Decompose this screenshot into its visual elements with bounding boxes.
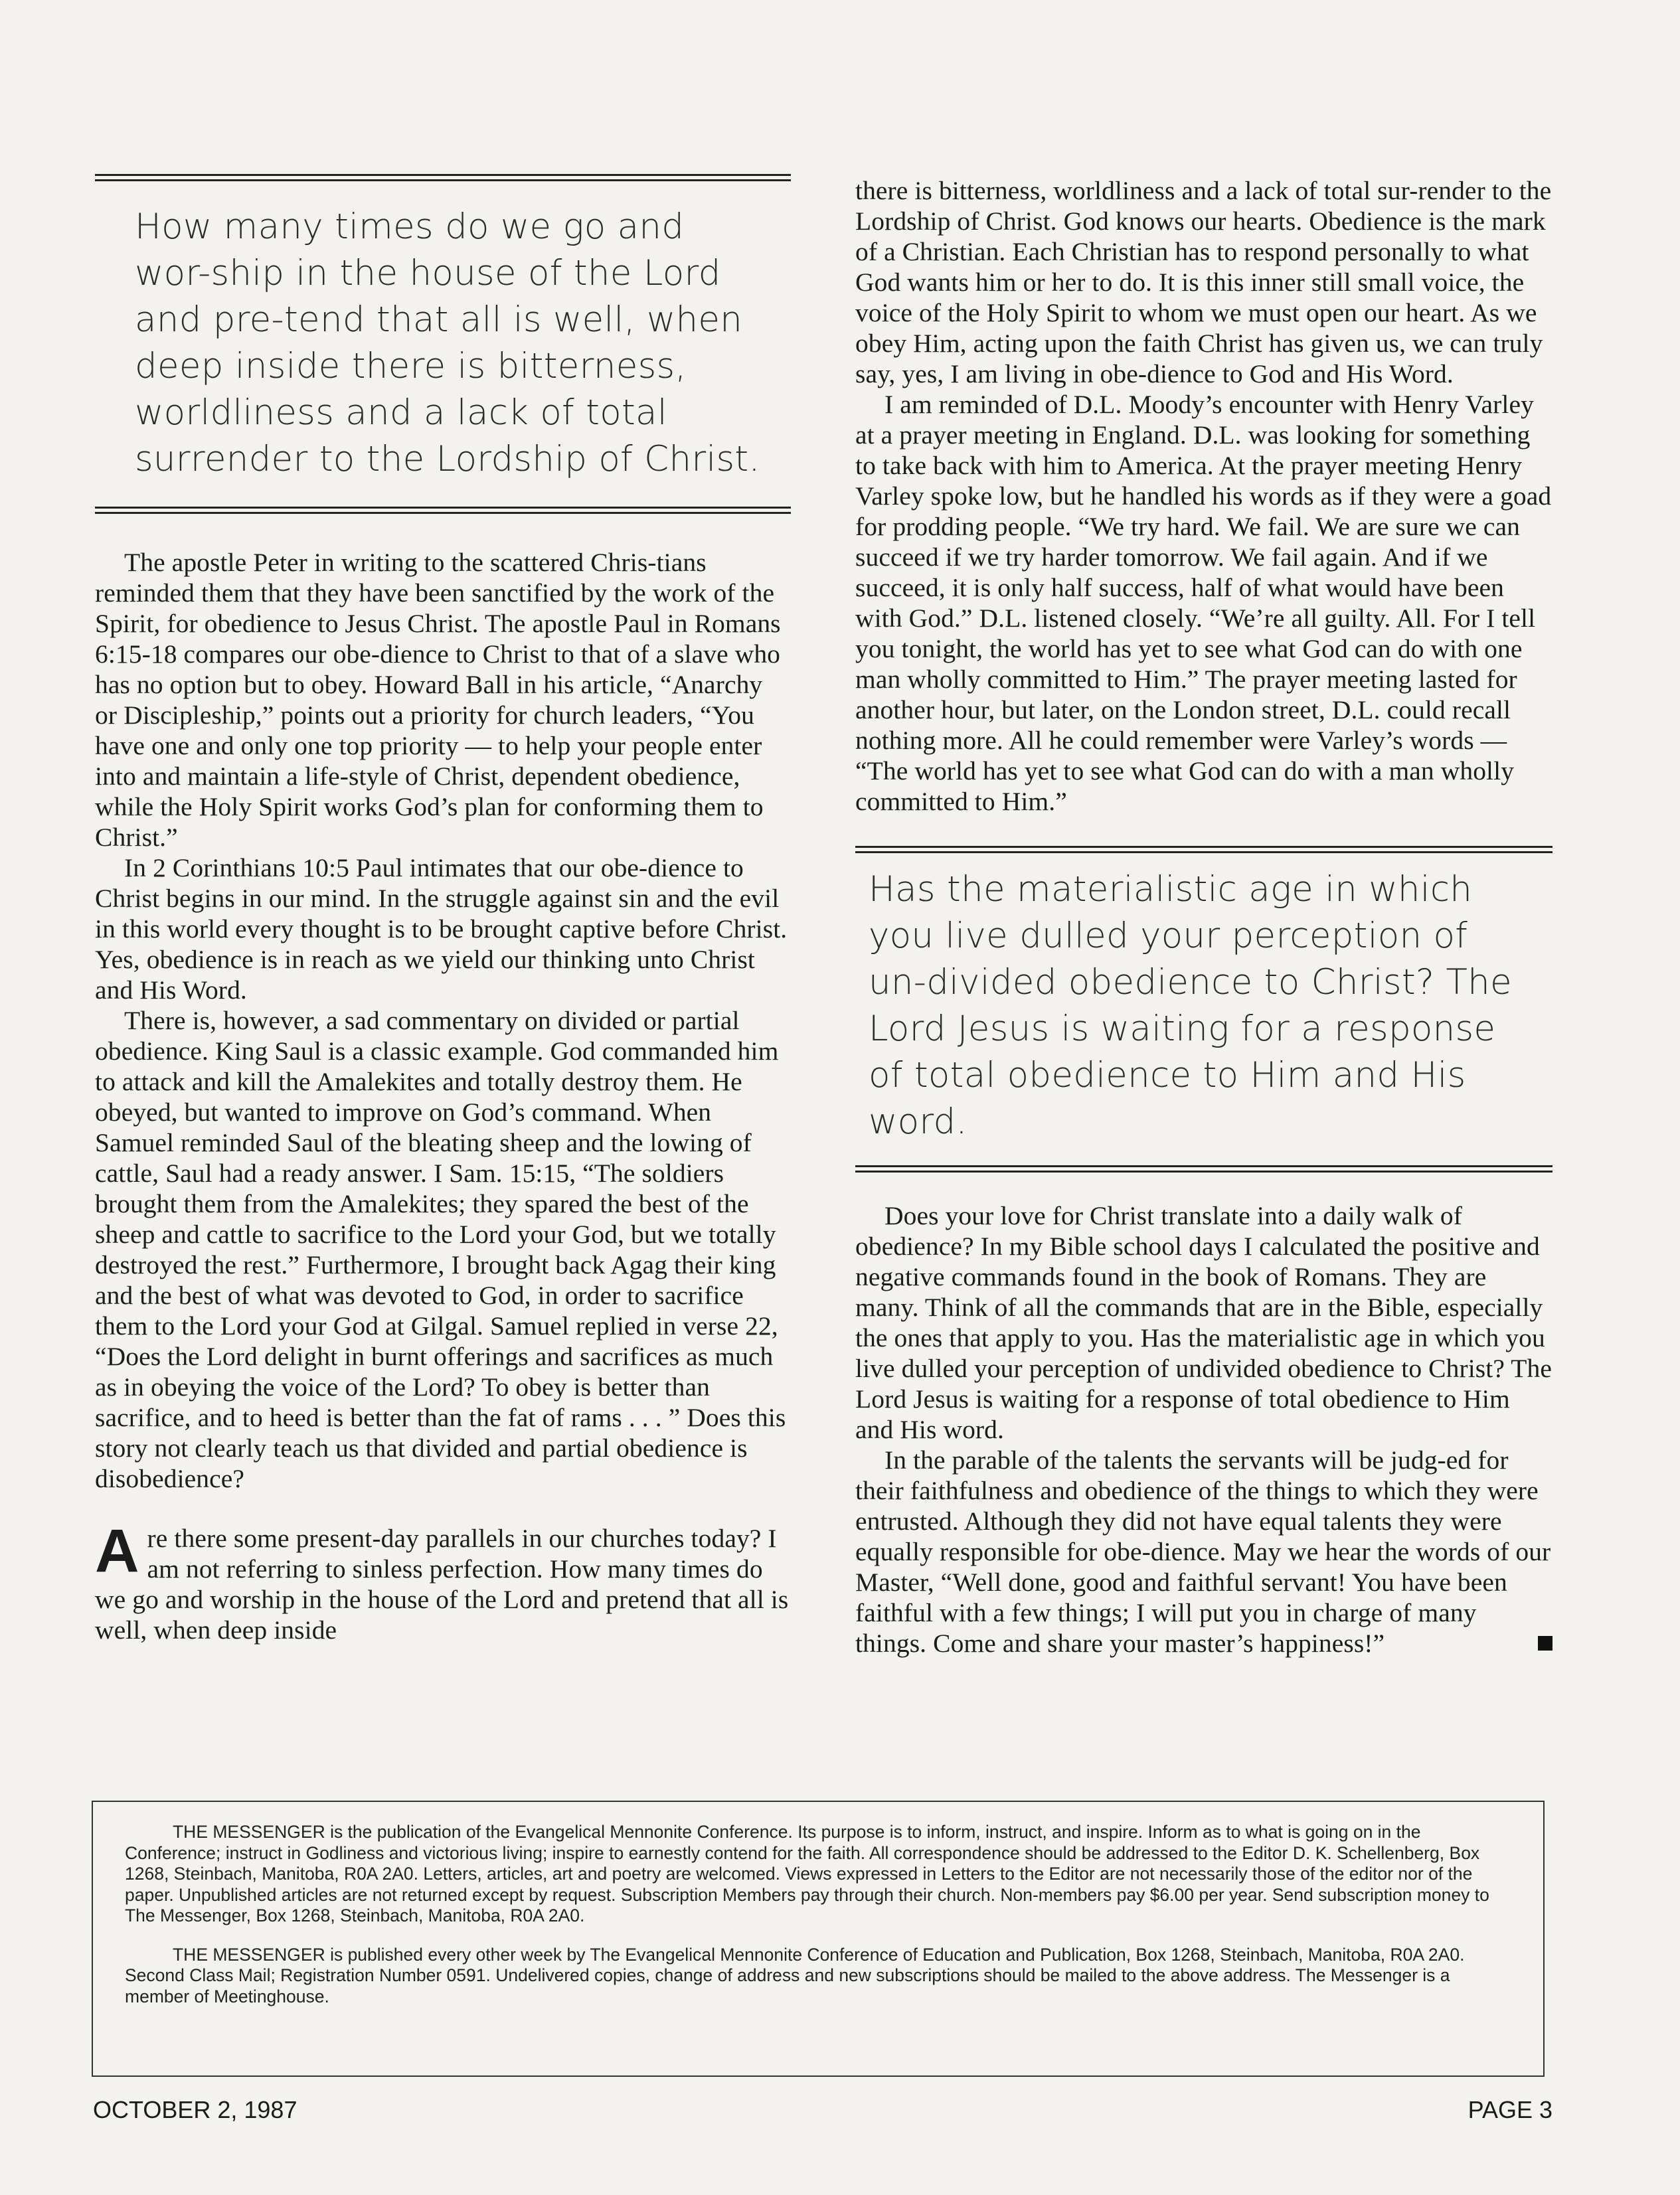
dropcap-paragraph-text: re there some present-day parallels in our churches today? I am not referring to sinless perfection. How many times do we go and worship in the house of the Lord and pretend that all is well, when deep inside — [95, 1524, 789, 1645]
pullquote-bottom-rule — [95, 507, 791, 514]
paragraph-text: In the parable of the talents the servants will be judg-ed for their faithfulness and obedience of the things to which they were entrusted. Although they did not have equal talents they were equally responsible for obe-dience. May we hear the words of our Master, “Well done, good and faithful servant! You have been faithful with a few things; I will put you in charge of many things. Come and share your master’s happiness!” — [855, 1445, 1551, 1658]
paragraph — [855, 1445, 1553, 1659]
paragraph: There is, however, a sad commentary on divided or partial obedience. King Saul is a classic example. God commanded him to attack and kill the Amalekites and totally destroy them. He obeyed, but wanted to improve on God’s command. When Samuel reminded Saul of the bleating sheep and the lowing of cattle, Saul had a ready answer. I Sam. 15:15, “The soldiers brought them from the Amalekites; they spared the best of the sheep and cattle to sacrifice to the Lord your God, but we totally destroyed the rest.” Furthermore, I brought back Agag their king and the best of what was devoted to God, in order to sacrifice them to the Lord your God at Gilgal. Samuel replied in verse 22, “Does the Lord delight in burnt offerings and sacrifices as much as in obeying the voice of the Lord? To obey is better than sacrifice, and to heed is better than the fat of rams . . . ” Does this story not clearly teach us that divided and partial obedience is disobedience? — [95, 1006, 786, 1493]
end-mark-icon — [1538, 1636, 1553, 1651]
left-body — [95, 547, 791, 1645]
right-column — [855, 175, 1553, 1659]
pullquote-top-rule — [95, 174, 791, 181]
issue-date: OCTOBER 2, 1987 — [93, 2096, 297, 2123]
pullquote-right-bottom-rule — [855, 1165, 1553, 1173]
paragraph: Does your love for Christ translate into a daily walk of obedience? In my Bible school days I calculated the positive and negative commands found in the book of Romans. They are many. Think of all the commands that are in the Bible, especially the ones that apply to you. Has the materialistic age in which you live dulled your perception of undivided obedience to Christ? The Lord Jesus is waiting for a response of total obedience to Him and His word. — [855, 1201, 1552, 1444]
paragraph: The apostle Peter in writing to the scattered Chris-tians reminded them that they have been sanctified by the work of the Spirit, for obedience to Jesus Christ. The apostle Paul in Romans 6:15-18 compares our obe-dience to Christ to that of a slave who has no option but to obey. Howard Ball in his article, “Anarchy or Discipleship,” points out a priority for church leaders, “You have one and only one top priority — to help your people enter into and maintain a life-style of Christ, dependent obedience, while the Holy Spirit works God’s plan for conforming them to Christ.” — [95, 548, 781, 852]
masthead-box — [92, 1801, 1545, 2077]
paragraph: I am reminded of D.L. Moody’s encounter with Henry Varley at a prayer meeting in England. D.L. was looking for something to take back with him to America. At the prayer meeting Henry Varley spoke low, but he handled his words as if they were a goad for prodding people. “We try hard. We fail. We are sure we can succeed if we try harder tomorrow. We fail again. And if we succeed, it is only half success, half of what would have been with God.” D.L. listened closely. “We’re all guilty. All. For I tell you tonight, the world has yet to see what God can do with one man wholly committed to Him.” The prayer meeting lasted for another hour, but later, on the London street, D.L. could recall nothing more. All he could remember were Varley’s words — “The world has yet to see what God can do with a man wholly committed to Him.” — [855, 390, 1552, 816]
masthead-paragraph: THE MESSENGER is the publication of the Evangelical Mennonite Conference. Its purpose is to inform, instruct, and inspire. Inform as to what is going on in the Conference; instruct in Godliness and victorious living; inspire to earnestly contend for the faith. All correspondence should be addressed to the Editor D. K. Schellenberg, Box 1268, Steinbach, Manitoba, R0A 2A0. Letters, articles, art and poetry are welcomed. Views expressed in Letters to the Editor are not necessarily those of the editor nor of the paper. Unpublished articles are not returned except by request. Subscription Members pay through their church. Non-members pay $6.00 per year. Send subscription money to The Messenger, Box 1268, Steinbach, Manitoba, R0A 2A0. — [125, 1822, 1489, 1925]
right-body-bottom — [855, 1200, 1553, 1659]
drop-cap: A — [95, 1517, 139, 1585]
masthead-paragraph: THE MESSENGER is published every other week by The Evangelical Mennonite Conference of Education and Publication, Box 1268, Steinbach, Manitoba, R0A 2A0. Second Class Mail; Registration Number 0591. Undelivered copies, change of address and new subscriptions should be mailed to the above address. The Messenger is a member of Meetinghouse. — [125, 1944, 1465, 2006]
right-body-top — [855, 175, 1553, 817]
dropcap-paragraph — [95, 1517, 791, 1645]
pullquote-top: How many times do we go and wor-ship in the house of the Lord and pre-tend that all is well, when deep inside there is bitterness, worldliness and a lack of total surrender to the Lordship of Christ. — [135, 206, 760, 479]
left-column — [95, 174, 791, 1645]
paragraph: In 2 Corinthians 10:5 Paul intimates that our obe-dience to Christ begins in our mind. In the struggle against sin and the evil in this world every thought is to be brought captive before Christ. Yes, obedience is in reach as we yield our thinking unto Christ and His Word. — [95, 853, 788, 1005]
page-number: PAGE 3 — [1468, 2096, 1553, 2123]
pullquote-right-top-rule — [855, 846, 1553, 853]
pullquote-right: Has the materialistic age in which you live dulled your perception of un-divided obedience to Christ? The Lord Jesus is waiting for a response of total obedience to Him and His word. — [869, 869, 1512, 1142]
paragraph: there is bitterness, worldliness and a lack of total sur-render to the Lordship of Christ. God knows our hearts. Obedience is the mark of a Christian. Each Christian has to respond personally to what God wants him or her to do. It is this inner still small voice, the voice of the Holy Spirit to whom we must open our heart. As we obey Him, acting upon the faith Christ has given us, we can truly say, yes, I am living in obe-dience to God and His Word. — [855, 176, 1552, 388]
